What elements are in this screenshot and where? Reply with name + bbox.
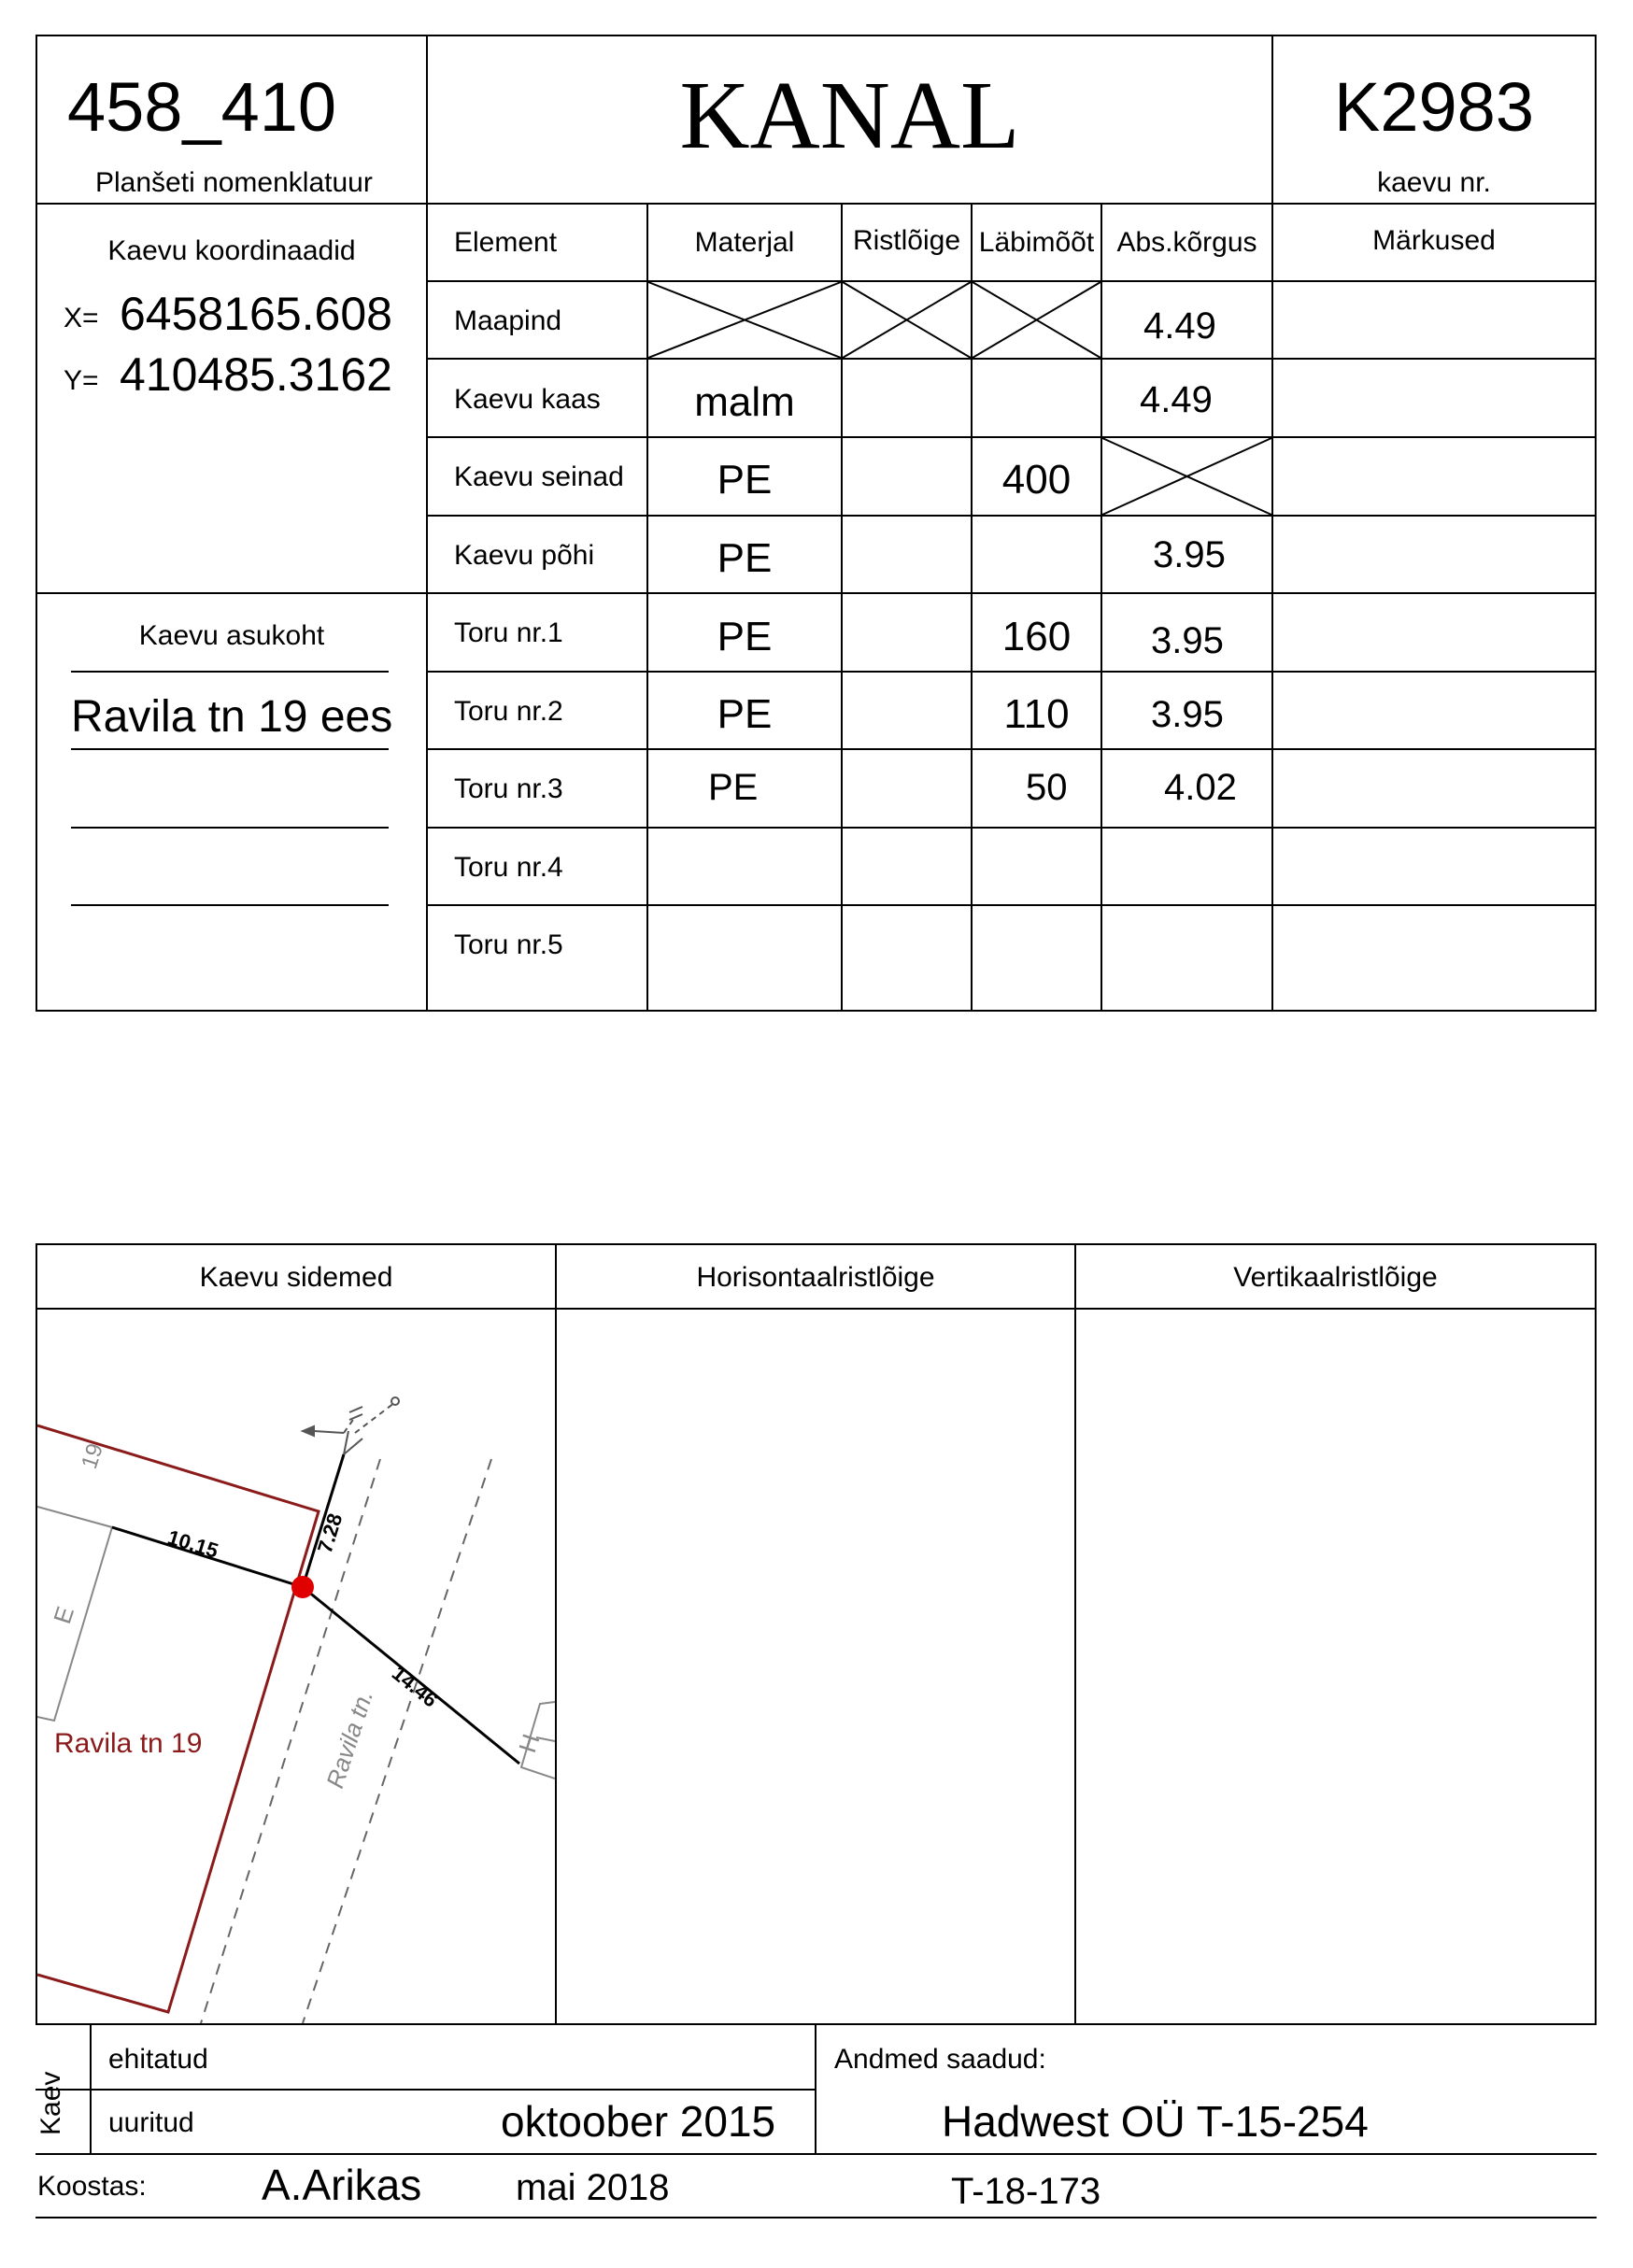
cell-abs-korgus: 3.95 xyxy=(1151,694,1224,735)
house-number: 19 xyxy=(77,1440,108,1472)
footer-divider xyxy=(815,2023,816,2155)
cell-abs-korgus: 3.95 xyxy=(1153,534,1226,575)
panel-divider xyxy=(555,1243,557,2025)
location-address: Ravila tn 19 ees xyxy=(71,692,393,742)
x-label: X= xyxy=(64,303,99,333)
cell-abs-korgus: 3.95 xyxy=(1151,620,1224,661)
cell-labimoot: 400 xyxy=(1001,457,1072,503)
footer-divider xyxy=(90,2023,92,2155)
page-title: KANAL xyxy=(679,62,1020,169)
cell-materjal: malm xyxy=(694,379,795,425)
uuritud-date: oktoober 2015 xyxy=(501,2097,776,2146)
panel-title-vertikaal: Vertikaalristlõige xyxy=(1233,1262,1438,1293)
cell-labimoot: 110 xyxy=(1003,691,1070,737)
parcel-boundary xyxy=(37,1425,319,2012)
col-header-ristloige: Ristlõige xyxy=(852,225,961,256)
panel-title-horisontaal: Horisontaalristlõige xyxy=(696,1262,935,1293)
koostas-label: Koostas: xyxy=(37,2171,147,2202)
uuritud-label: uuritud xyxy=(108,2107,194,2138)
row-label: Toru nr.5 xyxy=(454,929,563,960)
kaev-label: Kaev xyxy=(36,2071,66,2135)
row-label: Kaevu põhi xyxy=(454,540,595,571)
ehitatud-label: ehitatud xyxy=(108,2044,208,2075)
parcel-label: Ravila tn 19 xyxy=(54,1728,203,1759)
well-marker xyxy=(291,1576,314,1598)
x-value: 6458165.608 xyxy=(120,288,392,340)
frame-right xyxy=(1595,1243,1597,2025)
y-value: 410485.3162 xyxy=(120,348,392,401)
col-header-abs-korgus: Abs.kõrgus xyxy=(1116,227,1257,258)
location-sketch xyxy=(37,1310,555,2023)
andmed-value: Hadwest OÜ T-15-254 xyxy=(942,2097,1369,2146)
street-label: Ravila tn. xyxy=(320,1686,379,1792)
well-number: K2983 xyxy=(1334,68,1534,146)
footer-line xyxy=(36,2217,1597,2218)
col-header-markused: Märkused xyxy=(1372,225,1496,256)
andmed-label: Andmed saadud: xyxy=(834,2044,1046,2075)
y-label: Y= xyxy=(64,365,99,396)
edge-letter: H xyxy=(513,1730,546,1756)
location-underline xyxy=(71,827,389,829)
cell-abs-korgus: 4.02 xyxy=(1164,767,1237,808)
panel-divider xyxy=(1074,1243,1076,2025)
frame-top xyxy=(36,1243,1597,1245)
cell-materjal: PE xyxy=(708,767,759,808)
col-header-materjal: Materjal xyxy=(694,227,795,258)
location-underline xyxy=(71,748,389,750)
cell-labimoot: 160 xyxy=(1001,614,1072,659)
location-underline xyxy=(71,671,389,673)
location-underline xyxy=(71,904,389,906)
dist-label-2: 7.28 xyxy=(312,1510,348,1556)
dist-label-1: 10.15 xyxy=(164,1524,221,1563)
well-number-label: kaevu nr. xyxy=(1377,167,1491,198)
panel-title-sidemed: Kaevu sidemed xyxy=(199,1262,393,1293)
cell-materjal: PE xyxy=(717,535,773,581)
cell-labimoot: 50 xyxy=(1026,767,1068,808)
cell-materjal: PE xyxy=(717,691,773,737)
cell-materjal: PE xyxy=(717,614,773,659)
location-label: Kaevu asukoht xyxy=(138,620,325,651)
row-label: Toru nr.4 xyxy=(454,852,563,883)
koostas-ref: T-18-173 xyxy=(951,2171,1101,2212)
row-label: Kaevu seinad xyxy=(454,461,624,492)
row-label: Toru nr.3 xyxy=(454,773,563,804)
koostas-name: A.Arikas xyxy=(262,2161,422,2209)
cell-abs-korgus: 4.49 xyxy=(1143,305,1216,347)
row-label: Maapind xyxy=(454,305,562,336)
sheet-number: 458_410 xyxy=(67,68,337,146)
building-letter: E xyxy=(48,1603,80,1627)
coordinates-label: Kaevu koordinaadid xyxy=(107,235,356,266)
row-label: Kaevu kaas xyxy=(454,384,601,415)
row-label: Toru nr.2 xyxy=(454,696,563,727)
cell-abs-korgus: 4.49 xyxy=(1140,379,1213,420)
footer-line xyxy=(36,2089,816,2091)
col-header-labimoot: Läbimõõt xyxy=(978,227,1095,258)
col-header-element: Element xyxy=(454,227,558,258)
row-label: Toru nr.1 xyxy=(454,617,563,648)
reference-post xyxy=(303,1397,399,1454)
cell-materjal: PE xyxy=(717,457,773,503)
sheet-number-label: Planšeti nomenklatuur xyxy=(95,167,373,198)
dist-label-3: 14.46 xyxy=(387,1661,443,1712)
koostas-date: mai 2018 xyxy=(516,2167,670,2208)
